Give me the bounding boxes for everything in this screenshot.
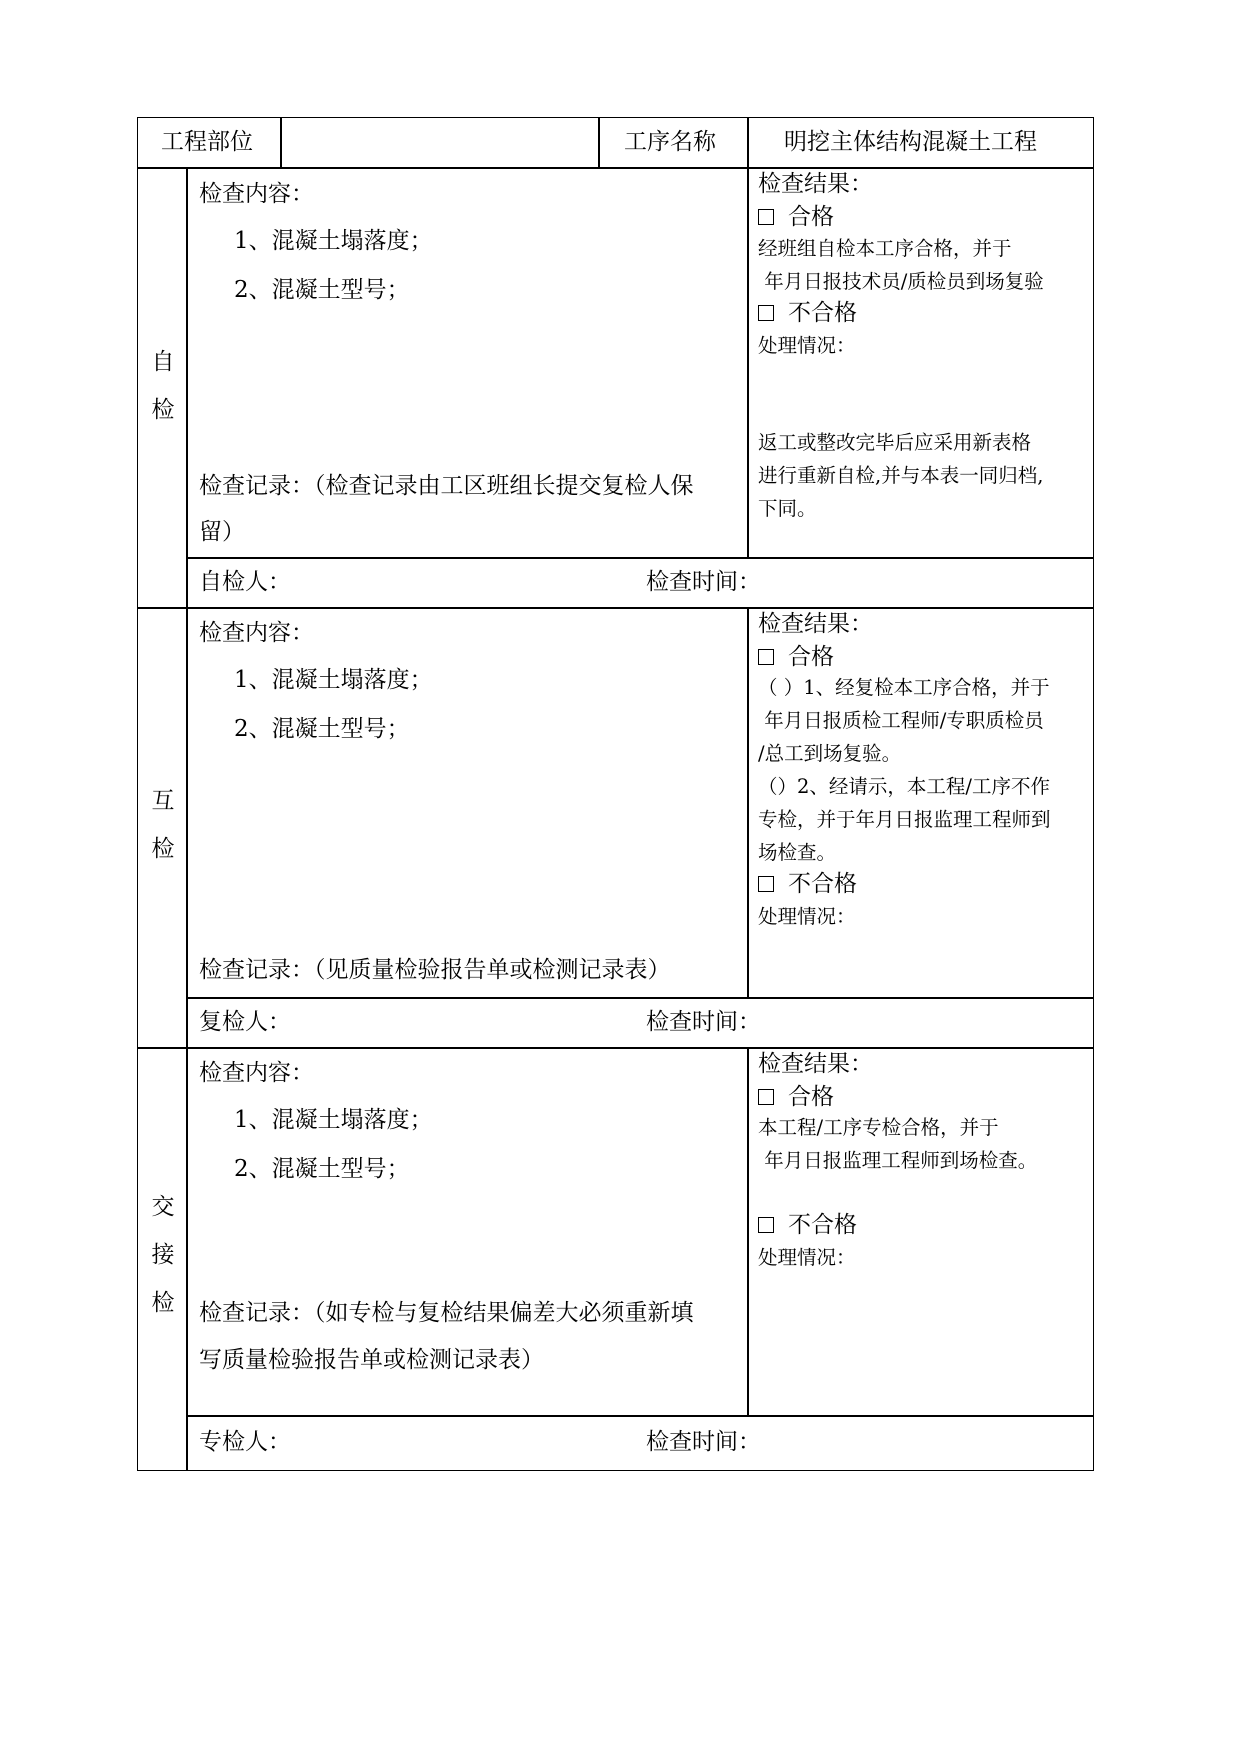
section3-fail-checkbox[interactable] <box>758 1217 774 1233</box>
section2-label-char-1: 互 <box>151 788 175 814</box>
section3-label-char-1: 交 <box>151 1194 175 1220</box>
section2-record-line-1: 检查记录：（见质量检验报告单或检测记录表） <box>199 957 671 983</box>
process-value: 明挖主体结构混凝土工程 <box>784 129 1037 155</box>
section1-pass-option[interactable] <box>758 206 834 229</box>
section3-label-char-2: 接 <box>151 1242 175 1268</box>
section3-record-line-2: 写质量检验报告单或检测记录表） <box>199 1347 544 1373</box>
section3-pass-line-2: 年月日报监理工程师到场检查。 <box>758 1149 1038 1172</box>
section3-label-char-3: 检 <box>151 1290 175 1316</box>
section2-content-title: 检查内容： <box>199 620 314 646</box>
section3-pass-option[interactable] <box>758 1086 834 1109</box>
section2-footer-divider <box>186 997 1094 999</box>
section3-record-line-1: 检查记录：（如专检与复检结果偏差大必须重新填 <box>199 1300 694 1326</box>
section2-pass-checkbox[interactable] <box>758 649 774 665</box>
label-column-divider <box>186 167 188 1471</box>
section1-pass-line-1: 经班组自检本工序合格，并于 <box>758 237 1012 260</box>
section2-result-title: 检查结果： <box>758 611 873 637</box>
section3-pass-checkbox[interactable] <box>758 1089 774 1105</box>
section2-result-divider <box>747 607 749 997</box>
section1-label-char-2: 检 <box>151 397 175 423</box>
section1-person-label: 自检人： <box>199 569 291 595</box>
section1-fail-label: 不合格 <box>788 300 857 326</box>
section3-handling-label: 处理情况： <box>758 1246 856 1269</box>
section3-person-label: 专检人： <box>199 1429 291 1455</box>
section3-content-title: 检查内容： <box>199 1060 314 1086</box>
header-divider <box>137 167 1094 169</box>
part-value[interactable] <box>292 131 582 155</box>
section1-note-1: 返工或整改完毕后应采用新表格 <box>758 431 1032 454</box>
section2-time-label: 检查时间： <box>646 1009 761 1035</box>
section3-result-title: 检查结果： <box>758 1051 873 1077</box>
section2-label-char-2: 检 <box>151 836 175 862</box>
section2-pass-line-1: （ ）1、经复检本工序合格，并于 <box>758 676 1050 699</box>
header-divider-1 <box>280 117 282 167</box>
header-divider-2 <box>598 117 600 167</box>
section1-item-2: 2、混凝土型号； <box>234 277 410 303</box>
section1-note-2: 进行重新自检,并与本表一同归档, <box>758 464 1044 487</box>
section1-handling-label: 处理情况： <box>758 334 856 357</box>
section1-time-label: 检查时间： <box>646 569 761 595</box>
section1-note-3: 下同。 <box>758 497 817 520</box>
part-label: 工程部位 <box>161 129 253 155</box>
section2-item-2: 2、混凝土型号； <box>234 716 410 742</box>
section2-fail-option[interactable] <box>758 873 857 896</box>
section3-footer-divider <box>186 1415 1094 1417</box>
section2-pass-option[interactable] <box>758 646 834 669</box>
section3-result-divider <box>747 1047 749 1415</box>
section3-item-1: 1、混凝土塌落度； <box>234 1107 433 1133</box>
section1-content-title: 检查内容： <box>199 181 314 207</box>
section3-pass-label: 合格 <box>788 1084 834 1110</box>
section2-fail-checkbox[interactable] <box>758 876 774 892</box>
section2-person-label: 复检人： <box>199 1009 291 1035</box>
section2-end-divider <box>137 1047 1094 1049</box>
section1-footer-divider <box>186 557 1094 559</box>
section2-handling-label: 处理情况： <box>758 905 856 928</box>
section1-record-line-1: 检查记录：（检查记录由工区班组长提交复检人保 <box>199 473 694 499</box>
section1-item-1: 1、混凝土塌落度； <box>234 228 433 254</box>
section2-item-1: 1、混凝土塌落度； <box>234 667 433 693</box>
section1-pass-checkbox[interactable] <box>758 209 774 225</box>
section2-pass-label: 合格 <box>788 644 834 670</box>
section1-fail-option[interactable] <box>758 302 857 325</box>
section1-end-divider <box>137 607 1094 609</box>
section1-result-title: 检查结果： <box>758 171 873 197</box>
section2-pass-line-2: 年月日报质检工程师/专职质检员 <box>758 709 1044 732</box>
section1-result-divider <box>747 167 749 557</box>
section1-fail-checkbox[interactable] <box>758 305 774 321</box>
section2-pass-line-4: （）2、经请示，本工程/工序不作 <box>758 775 1050 798</box>
section1-label-char-1: 自 <box>151 349 175 375</box>
section1-pass-label: 合格 <box>788 204 834 230</box>
section3-time-label: 检查时间： <box>646 1429 761 1455</box>
section3-item-2: 2、混凝土型号； <box>234 1156 410 1182</box>
section1-pass-line-2: 年月日报技术员/质检员到场复验 <box>758 270 1044 293</box>
section3-fail-label: 不合格 <box>788 1212 857 1238</box>
section2-pass-line-6: 场检查。 <box>758 841 837 864</box>
header-divider-3 <box>747 117 749 167</box>
section3-fail-option[interactable] <box>758 1214 857 1237</box>
section2-fail-label: 不合格 <box>788 871 857 897</box>
section1-record-line-2: 留） <box>199 519 245 545</box>
section2-pass-line-3: /总工到场复验。 <box>758 742 902 765</box>
process-label: 工序名称 <box>624 129 716 155</box>
section2-pass-line-5: 专检，并于年月日报监理工程师到 <box>758 808 1051 831</box>
section3-pass-line-1: 本工程/工序专检合格，并于 <box>758 1116 999 1139</box>
